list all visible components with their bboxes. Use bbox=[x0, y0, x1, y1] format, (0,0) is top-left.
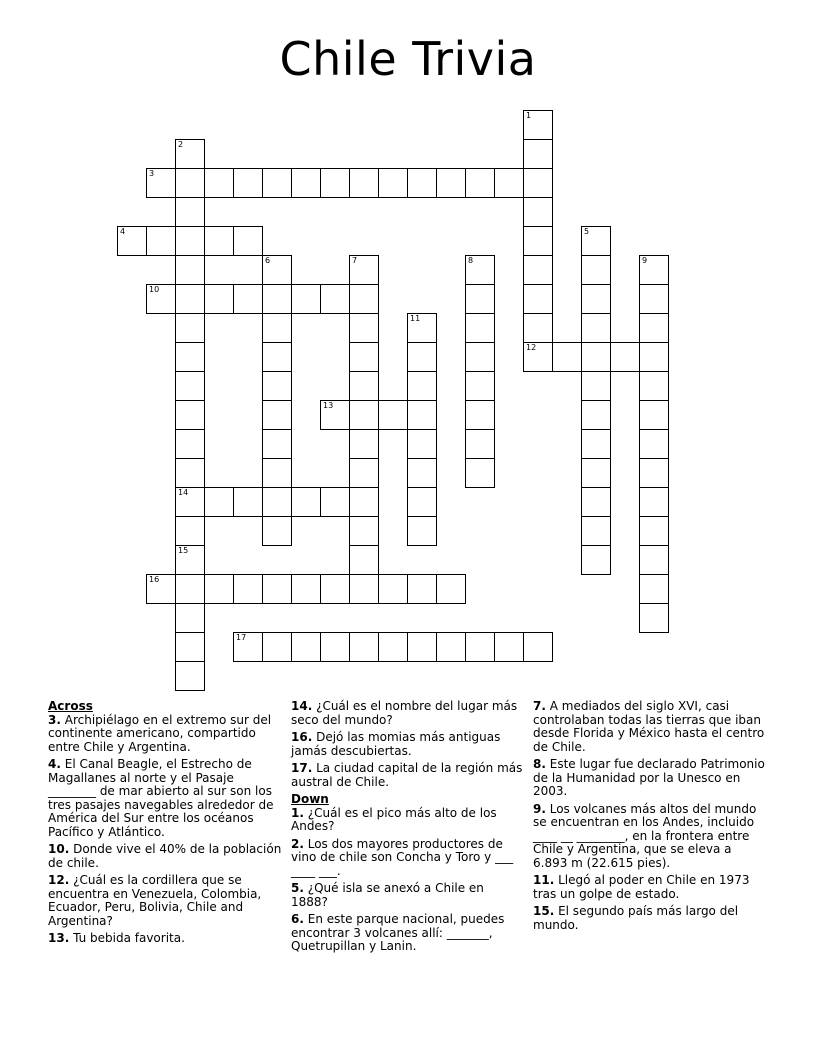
grid-cell[interactable] bbox=[175, 458, 205, 488]
grid-cell[interactable] bbox=[639, 371, 669, 401]
grid-cell[interactable] bbox=[407, 313, 437, 343]
grid-cell[interactable] bbox=[407, 632, 437, 662]
grid-cell[interactable] bbox=[407, 342, 437, 372]
grid-cell[interactable] bbox=[262, 168, 292, 198]
clue-number: 3 bbox=[149, 169, 155, 178]
clue-text: La ciudad capital de la región más austral de Chile. bbox=[291, 761, 523, 789]
clue-number: 11. bbox=[533, 873, 555, 887]
clue-text: Este lugar fue declarado Patrimonio de la Humanidad por la Unesco en 2003. bbox=[533, 757, 765, 798]
clue bbox=[291, 882, 523, 909]
grid-cell[interactable] bbox=[639, 574, 669, 604]
grid-cell[interactable] bbox=[639, 400, 669, 430]
clue-number: 1 bbox=[526, 111, 532, 120]
grid-cell[interactable] bbox=[581, 284, 611, 314]
clue-number: 15 bbox=[178, 546, 189, 555]
grid-cell[interactable] bbox=[291, 284, 321, 314]
grid-cell[interactable] bbox=[639, 487, 669, 517]
clue-number: 9 bbox=[642, 256, 648, 265]
clue bbox=[291, 838, 523, 879]
grid-cell[interactable] bbox=[204, 574, 234, 604]
clues-column-1 bbox=[48, 700, 284, 950]
clue-number: 4 bbox=[120, 227, 126, 236]
clue bbox=[533, 700, 765, 754]
grid-cell[interactable] bbox=[233, 284, 263, 314]
grid-cell[interactable] bbox=[523, 342, 553, 372]
grid-cell[interactable] bbox=[494, 632, 524, 662]
grid-cell[interactable] bbox=[320, 632, 350, 662]
grid-cell[interactable] bbox=[523, 632, 553, 662]
clue bbox=[533, 803, 765, 871]
grid-cell[interactable] bbox=[465, 168, 495, 198]
clue-number: 14. bbox=[291, 699, 313, 713]
clue bbox=[291, 731, 523, 758]
down-clue-list-1 bbox=[291, 807, 523, 954]
grid-cell[interactable] bbox=[349, 487, 379, 517]
clue-number: 7 bbox=[352, 256, 358, 265]
grid-cell[interactable] bbox=[610, 342, 640, 372]
grid-cell[interactable] bbox=[146, 168, 176, 198]
grid-cell[interactable] bbox=[262, 458, 292, 488]
grid-cell[interactable] bbox=[349, 574, 379, 604]
clue-text: ¿Cuál es el nombre del lugar más seco del mundo? bbox=[291, 699, 518, 727]
clue-number: 16 bbox=[149, 575, 160, 584]
clue bbox=[533, 874, 765, 901]
grid-cell[interactable] bbox=[581, 226, 611, 256]
clue-number: 15. bbox=[533, 904, 555, 918]
grid-cell[interactable] bbox=[349, 168, 379, 198]
grid-cell[interactable] bbox=[378, 632, 408, 662]
clue bbox=[48, 932, 284, 946]
clue-text: Archipiélago en el extremo sur del continente americano, compartido entre Chile y Argentina. bbox=[48, 712, 272, 754]
grid-cell[interactable] bbox=[523, 313, 553, 343]
grid-cell[interactable] bbox=[465, 400, 495, 430]
grid-cell[interactable] bbox=[175, 284, 205, 314]
clue-number: 12. bbox=[48, 873, 70, 887]
grid-cell[interactable] bbox=[146, 226, 176, 256]
grid-cell[interactable] bbox=[639, 458, 669, 488]
clue-text: Los dos mayores productores de vino de chile son Concha y Toro y ___ ____ ___. bbox=[291, 836, 514, 878]
clue-number: 6 bbox=[265, 256, 271, 265]
grid-cell[interactable] bbox=[204, 226, 234, 256]
grid-cell[interactable] bbox=[407, 168, 437, 198]
grid-cell[interactable] bbox=[175, 487, 205, 517]
clue-number: 16. bbox=[291, 730, 313, 744]
grid-cell[interactable] bbox=[349, 545, 379, 575]
grid-cell[interactable] bbox=[146, 284, 176, 314]
grid-cell[interactable] bbox=[262, 371, 292, 401]
clue-number: 8. bbox=[533, 757, 546, 771]
grid-cell[interactable] bbox=[175, 661, 205, 691]
clue bbox=[48, 874, 284, 928]
grid-cell[interactable] bbox=[639, 342, 669, 372]
clue-text: Donde vive el 40% de la población de chile. bbox=[48, 842, 282, 870]
clue-text: ¿Cuál es el pico más alto de los Andes? bbox=[291, 805, 497, 833]
clue-number: 7. bbox=[533, 699, 546, 713]
clue-text: ¿Cuál es la cordillera que se encuentra en Venezuela, Colombia, Ecuador, Peru, Bolivia, Chile and Argentina? bbox=[48, 873, 262, 928]
grid-cell[interactable] bbox=[146, 574, 176, 604]
grid-cell[interactable] bbox=[291, 168, 321, 198]
grid-cell[interactable] bbox=[523, 284, 553, 314]
grid-cell[interactable] bbox=[581, 545, 611, 575]
grid-cell[interactable] bbox=[175, 313, 205, 343]
grid-cell[interactable] bbox=[262, 487, 292, 517]
grid-cell[interactable] bbox=[320, 400, 350, 430]
grid-cell[interactable] bbox=[175, 545, 205, 575]
grid-cell[interactable] bbox=[523, 110, 553, 140]
grid-cell[interactable] bbox=[233, 574, 263, 604]
grid-cell[interactable] bbox=[436, 168, 466, 198]
grid-cell[interactable] bbox=[175, 400, 205, 430]
grid-cell[interactable] bbox=[407, 516, 437, 546]
clue-number: 6. bbox=[291, 912, 304, 926]
grid-cell[interactable] bbox=[175, 603, 205, 633]
grid-cell[interactable] bbox=[581, 342, 611, 372]
clue-number: 8 bbox=[468, 256, 474, 265]
grid-cell[interactable] bbox=[262, 429, 292, 459]
grid-cell[interactable] bbox=[378, 574, 408, 604]
clue-number: 2 bbox=[178, 140, 184, 149]
clue-number: 1. bbox=[291, 805, 304, 820]
grid-cell[interactable] bbox=[407, 400, 437, 430]
clue-text: Los volcanes más altos del mundo se encuentran en los Andes, incluido ____ __ ________, en la frontera entre Chile y Argentina, que se eleva a 6.893 m (22.615 pies). bbox=[533, 801, 757, 870]
grid-cell[interactable] bbox=[262, 400, 292, 430]
grid-cell[interactable] bbox=[465, 284, 495, 314]
grid-cell[interactable] bbox=[291, 632, 321, 662]
grid-cell[interactable] bbox=[639, 313, 669, 343]
grid-cell[interactable] bbox=[320, 487, 350, 517]
grid-cell[interactable] bbox=[204, 284, 234, 314]
grid-cell[interactable] bbox=[349, 458, 379, 488]
grid-cell[interactable] bbox=[175, 342, 205, 372]
grid-cell[interactable] bbox=[175, 139, 205, 169]
grid-cell[interactable] bbox=[639, 545, 669, 575]
grid-cell[interactable] bbox=[320, 168, 350, 198]
grid-cell[interactable] bbox=[581, 516, 611, 546]
grid-cell[interactable] bbox=[639, 255, 669, 285]
clue-number: 12 bbox=[526, 343, 537, 352]
down-clue-list-2 bbox=[533, 700, 765, 932]
clue-number: 17 bbox=[236, 633, 247, 642]
grid-cell[interactable] bbox=[320, 284, 350, 314]
grid-cell[interactable] bbox=[175, 197, 205, 227]
grid-cell[interactable] bbox=[436, 632, 466, 662]
clues-column-2 bbox=[291, 700, 523, 958]
grid-cell[interactable] bbox=[233, 168, 263, 198]
grid-cell[interactable] bbox=[581, 400, 611, 430]
grid-cell[interactable] bbox=[117, 226, 147, 256]
grid-cell[interactable] bbox=[378, 400, 408, 430]
grid-cell[interactable] bbox=[262, 632, 292, 662]
clue-text: Dejó las momias más antiguas jamás descubiertas. bbox=[291, 730, 501, 758]
clue-number: 9. bbox=[533, 801, 546, 816]
clue-text: A mediados del siglo XVI, casi controlaban todas las tierras que iban desde Florida y México hasta el centro de Chile. bbox=[533, 699, 765, 754]
grid-cell[interactable] bbox=[291, 574, 321, 604]
grid-cell[interactable] bbox=[262, 284, 292, 314]
grid-cell[interactable] bbox=[349, 371, 379, 401]
grid-cell[interactable] bbox=[581, 255, 611, 285]
clue-number: 3. bbox=[48, 712, 61, 727]
clue bbox=[291, 807, 523, 834]
clue-number: 17. bbox=[291, 761, 313, 775]
grid-cell[interactable] bbox=[407, 429, 437, 459]
grid-cell[interactable] bbox=[378, 168, 408, 198]
clue-number: 2. bbox=[291, 836, 304, 851]
page-title: Chile Trivia bbox=[279, 32, 537, 86]
grid-cell[interactable] bbox=[407, 574, 437, 604]
clue-text: El Canal Beagle, el Estrecho de Magallanes al norte y el Pasaje ________ de mar abierto al sur son los tres pasajes navegables alrededor de América del Sur entre los océanos Pacífico y Atlántico. bbox=[48, 757, 274, 839]
grid-cell[interactable] bbox=[320, 574, 350, 604]
clue bbox=[48, 758, 284, 839]
grid-cell[interactable] bbox=[175, 632, 205, 662]
clue bbox=[291, 700, 523, 727]
down-header: Down bbox=[291, 792, 329, 806]
grid-cell[interactable] bbox=[349, 342, 379, 372]
grid-cell[interactable] bbox=[523, 197, 553, 227]
across-header: Across bbox=[48, 699, 93, 713]
grid-cell[interactable] bbox=[233, 632, 263, 662]
clue-number: 13 bbox=[323, 401, 334, 410]
grid-cell[interactable] bbox=[204, 487, 234, 517]
grid-cell[interactable] bbox=[639, 284, 669, 314]
grid-cell[interactable] bbox=[581, 371, 611, 401]
grid-cell[interactable] bbox=[552, 342, 582, 372]
grid-cell[interactable] bbox=[436, 574, 466, 604]
grid-cell[interactable] bbox=[233, 226, 263, 256]
grid-cell[interactable] bbox=[175, 371, 205, 401]
clue-number: 4. bbox=[48, 757, 61, 771]
grid-cell[interactable] bbox=[407, 487, 437, 517]
grid-cell[interactable] bbox=[175, 226, 205, 256]
clue bbox=[48, 714, 284, 755]
grid-cell[interactable] bbox=[581, 313, 611, 343]
clue-number: 11 bbox=[410, 314, 421, 323]
grid-cell[interactable] bbox=[262, 255, 292, 285]
clue bbox=[291, 762, 523, 789]
grid-cell[interactable] bbox=[349, 632, 379, 662]
across-clue-list-2 bbox=[291, 700, 523, 789]
grid-cell[interactable] bbox=[523, 226, 553, 256]
grid-cell[interactable] bbox=[494, 168, 524, 198]
clue-text: El segundo país más largo del mundo. bbox=[533, 904, 739, 932]
grid-cell[interactable] bbox=[465, 255, 495, 285]
grid-cell[interactable] bbox=[262, 574, 292, 604]
clue-number: 10 bbox=[149, 285, 160, 294]
clues-column-3 bbox=[533, 700, 765, 936]
grid-cell[interactable] bbox=[639, 516, 669, 546]
grid-cell[interactable] bbox=[262, 313, 292, 343]
grid-cell[interactable] bbox=[349, 429, 379, 459]
grid-cell[interactable] bbox=[262, 516, 292, 546]
clue bbox=[533, 758, 765, 799]
grid-cell[interactable] bbox=[465, 371, 495, 401]
grid-cell[interactable] bbox=[175, 574, 205, 604]
grid-cell[interactable] bbox=[233, 487, 263, 517]
clue-text: Llegó al poder en Chile en 1973 tras un golpe de estado. bbox=[533, 873, 750, 901]
clue-text: Tu bebida favorita. bbox=[69, 931, 185, 945]
clue-text: En este parque nacional, puedes encontrar 3 volcanes allí: _______, Quetrupillan y Lanin. bbox=[291, 912, 505, 953]
grid-cell[interactable] bbox=[465, 342, 495, 372]
grid-cell[interactable] bbox=[175, 255, 205, 285]
grid-cell[interactable] bbox=[407, 458, 437, 488]
grid-cell[interactable] bbox=[175, 168, 205, 198]
grid-cell[interactable] bbox=[581, 458, 611, 488]
grid-cell[interactable] bbox=[465, 429, 495, 459]
grid-cell[interactable] bbox=[465, 313, 495, 343]
clue-number: 5. bbox=[291, 881, 304, 895]
grid-cell[interactable] bbox=[465, 458, 495, 488]
grid-cell[interactable] bbox=[291, 487, 321, 517]
clue-number: 5 bbox=[584, 227, 590, 236]
clue bbox=[291, 913, 523, 954]
grid-cell[interactable] bbox=[581, 487, 611, 517]
grid-cell[interactable] bbox=[262, 342, 292, 372]
grid-cell[interactable] bbox=[349, 400, 379, 430]
clue bbox=[533, 905, 765, 932]
grid-cell[interactable] bbox=[523, 168, 553, 198]
grid-cell[interactable] bbox=[204, 168, 234, 198]
grid-cell[interactable] bbox=[407, 371, 437, 401]
grid-cell[interactable] bbox=[349, 255, 379, 285]
grid-cell[interactable] bbox=[581, 429, 611, 459]
grid-cell[interactable] bbox=[349, 516, 379, 546]
clue-number: 13. bbox=[48, 931, 70, 945]
grid-cell[interactable] bbox=[639, 429, 669, 459]
clue-number: 10. bbox=[48, 842, 70, 856]
grid-cell[interactable] bbox=[175, 429, 205, 459]
grid-cell[interactable] bbox=[349, 284, 379, 314]
clue-number: 14 bbox=[178, 488, 189, 497]
grid-cell[interactable] bbox=[523, 255, 553, 285]
grid-cell[interactable] bbox=[639, 603, 669, 633]
grid-cell[interactable] bbox=[523, 139, 553, 169]
across-clue-list-1 bbox=[48, 714, 284, 946]
clue bbox=[48, 843, 284, 870]
grid-cell[interactable] bbox=[175, 516, 205, 546]
grid-cell[interactable] bbox=[349, 313, 379, 343]
grid-cell[interactable] bbox=[465, 632, 495, 662]
clue-text: ¿Qué isla se anexó a Chile en 1888? bbox=[291, 881, 484, 909]
